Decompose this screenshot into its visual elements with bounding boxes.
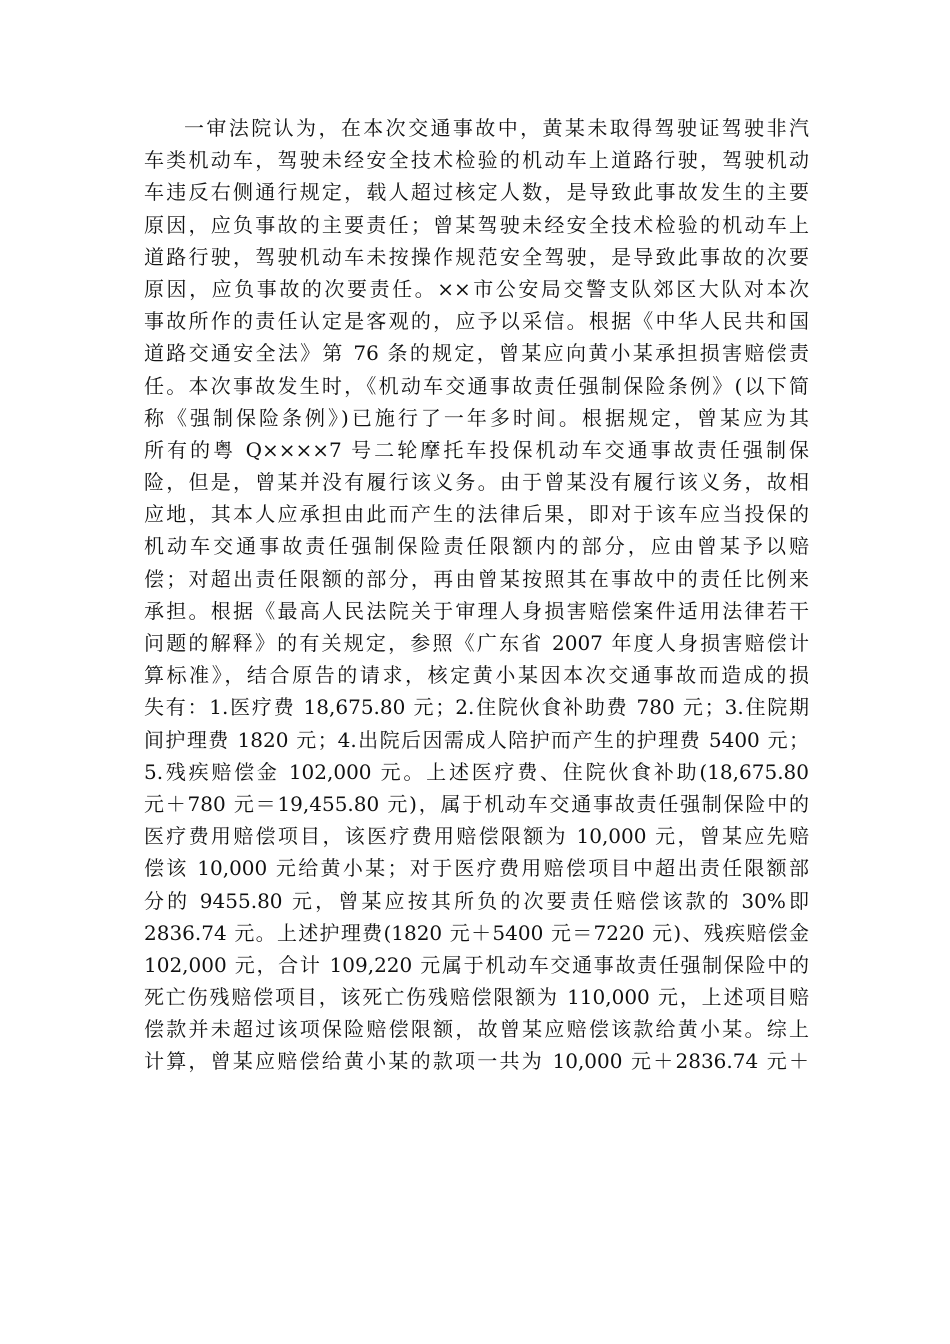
text-line: 道路交通安全法》第 76 条的规定，曾某应向黄小某承担损害赔偿责 xyxy=(144,341,809,366)
text-line: 问题的解释》的有关规定，参照《广东省 2007 年度人身损害赔偿计 xyxy=(144,631,809,655)
text-line: 机动车交通事故责任强制保险责任限额内的部分，应由曾某予以赔 xyxy=(144,534,809,559)
text-line: 医疗费用赔偿项目，该医疗费用赔偿限额为 10,000 元，曾某应先赔 xyxy=(144,824,809,849)
text-line: 算标准》，结合原告的请求，核定黄小某因本次交通事故而造成的损 xyxy=(144,663,809,688)
text-line: 车违反右侧通行规定，载人超过核定人数，是导致此事故发生的主要 xyxy=(144,180,809,205)
text-line: 2836.74 元。上述护理费(1820 元＋5400 元＝7220 元)、残疾赔偿金 xyxy=(144,920,809,945)
text-line: 任。本次事故发生时，《机动车交通事故责任强制保险条例》(以下简 xyxy=(144,373,809,398)
text-line: 原因，应负事故的次要责任。××市公安局交警支队郊区大队对本次 xyxy=(144,276,809,301)
text-line: 102,000 元，合计 109,220 元属于机动车交通事故责任强制保险中的 xyxy=(144,952,809,977)
text-line: 失有：1.医疗费 18,675.80 元；2.住院伙食补助费 780 元；3.住院期 xyxy=(144,695,809,720)
text-line: 称《强制保险条例》)已施行了一年多时间。根据规定，曾某应为其 xyxy=(144,405,809,430)
text-line: 间护理费 1820 元；4.出院后因需成人陪护而产生的护理费 5400 元； xyxy=(144,727,809,752)
text-line: 车类机动车，驾驶未经安全技术检验的机动车上道路行驶，驾驶机动 xyxy=(144,148,809,173)
text-line: 应地，其本人应承担由此而产生的法律后果，即对于该车应当投保的 xyxy=(144,502,809,527)
text-line: 分的 9455.80 元，曾某应按其所负的次要责任赔偿该款的 30%即 xyxy=(144,888,809,913)
text-line: 承担。根据《最高人民法院关于审理人身损害赔偿案件适用法律若干 xyxy=(144,598,809,623)
text-line: 原因，应负事故的主要责任；曾某驾驶未经安全技术检验的机动车上 xyxy=(144,212,809,237)
body-paragraph xyxy=(144,112,809,1078)
text-line: 偿款并未超过该项保险赔偿限额，故曾某应赔偿该款给黄小某。综上 xyxy=(144,1017,809,1042)
text-line: 偿；对超出责任限额的部分，再由曾某按照其在事故中的责任比例来 xyxy=(144,566,809,591)
text-line: 5.残疾赔偿金 102,000 元。上述医疗费、住院伙食补助(18,675.80 xyxy=(144,759,809,784)
text-line: 道路行驶，驾驶机动车未按操作规范安全驾驶，是导致此事故的次要 xyxy=(144,244,809,269)
text-line: 险，但是，曾某并没有履行该义务。由于曾某没有履行该义务，故相 xyxy=(144,470,809,495)
text-line: 偿该 10,000 元给黄小某；对于医疗费用赔偿项目中超出责任限额部 xyxy=(144,856,809,881)
text-line: 所有的粤 Q××××7 号二轮摩托车投保机动车交通事故责任强制保 xyxy=(144,437,809,462)
text-line: 元＋780 元＝19,455.80 元)，属于机动车交通事故责任强制保险中的 xyxy=(144,791,809,816)
text-line: 一审法院认为，在本次交通事故中，黄某未取得驾驶证驾驶非汽 xyxy=(184,116,809,140)
text-line: 计算，曾某应赔偿给黄小某的款项一共为 10,000 元＋2836.74 元＋ xyxy=(144,1049,809,1074)
text-line: 死亡伤残赔偿项目，该死亡伤残赔偿限额为 110,000 元，上述项目赔 xyxy=(144,985,809,1010)
text-line: 事故所作的责任认定是客观的，应予以采信。根据《中华人民共和国 xyxy=(144,309,809,334)
